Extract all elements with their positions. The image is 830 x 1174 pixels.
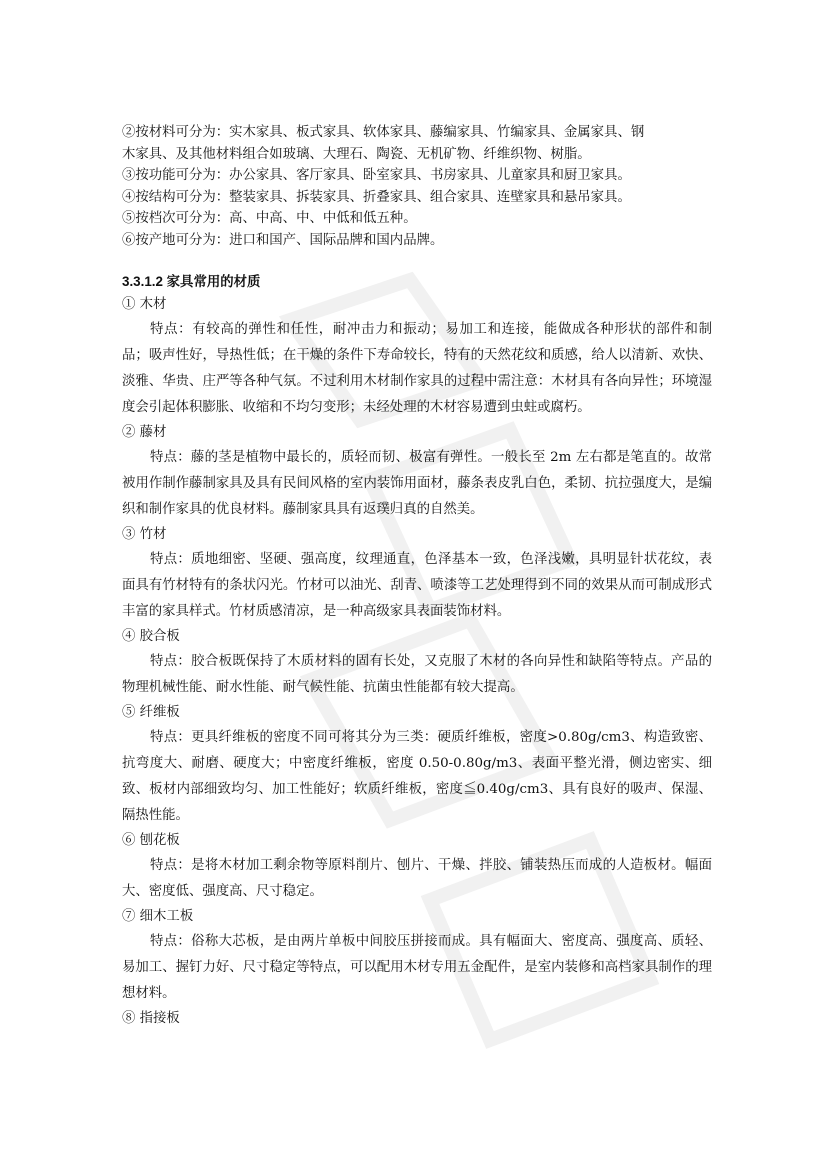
classification-line: ⑥按产地可分为：进口和国产、国际品牌和国内品牌。 — [122, 232, 444, 248]
material-description: 特点：有较高的弹性和任性，耐冲击力和振动；易加工和连接，能做成各种形状的部件和制品；吸声性好，导热性低；在干燥的条件下寿命较长，特有的天然花纹和质感，给人以清新、欢快、淡雅、华贵、庄严等各种气氛。不过利用木材制作家具的过程中需注意：木材具有各向异性；环境湿度会引起体积膨胀、收缩和不均匀变形；未经处理的木材容易遭到虫蛀或腐朽。 — [122, 322, 712, 415]
material-description: 特点：藤的茎是植物中最长的，质轻而韧、极富有弹性。一般长至 2m 左右都是笔直的。故常被用作制作藤制家具及具有民间风格的室内装饰用面材，藤条表皮乳白色，柔韧、抗拉强度大，是编织和制作家具的优良材料。藤制家具具有返璞归真的自然美。 — [122, 450, 712, 517]
material-title: ⑥ 刨花板 — [122, 833, 180, 848]
material-description: 特点：更具纤维板的密度不同可将其分为三类：硬质纤维板，密度>0.80g/cm3、构造致密、抗弯度大、耐磨、硬度大；中密度纤维板，密度 0.50-0.80g/m3、表面平整光滑，侧边密实、细致、板材内部细致均匀、加工性能好；软质纤维板，密度≦0.40g/cm3、具有良好的吸声、保湿、隔热性能。 — [122, 730, 712, 823]
classification-line: ④按结构可分为：整装家具、拆装家具、折叠家具、组合家具、连壁家具和悬吊家具。 — [122, 189, 631, 205]
classification-line: ⑤按档次可分为：高、中高、中、中低和低五种。 — [122, 211, 417, 226]
material-description: 特点：俗称大芯板，是由两片单板中间胶压拼接而成。具有幅面大、密度高、强度高、质轻、易加工、握钉力好、尺寸稳定等特点，可以配用木材专用五金配件，是室内装修和高档家具制作的理想材料。 — [122, 934, 712, 1001]
material-description: 特点：胶合板既保持了木质材料的固有长处，又克服了木材的各向异性和缺陷等特点。产品的物理机械性能、耐水性能、耐气候性能、抗菌虫性能都有较大提高。 — [122, 654, 712, 695]
material-description: 特点：是将木材加工剩余物等原料削片、刨片、干燥、拌胶、铺装热压而成的人造板材。幅面大、密度低、强度高、尺寸稳定。 — [122, 858, 712, 899]
classification-line: 木家具、及其他材料组合如玻璃、大理石、陶瓷、无机矿物、纤维织物、树脂。 — [122, 146, 591, 162]
document-content — [122, 122, 712, 1031]
material-title: ⑤ 纤维板 — [122, 705, 180, 720]
material-title: ③ 竹材 — [122, 527, 167, 542]
material-description: 特点：质地细密、坚硬、强高度，纹理通直，色泽基本一致，色泽浅嫩，具明显针状花纹，表面具有竹材特有的条状闪光。竹材可以油光、刮青、喷漆等工艺处理得到不同的效果从而可制成形式丰富的家具样式。竹材质感清凉，是一种高级家具表面装饰材料。 — [122, 552, 712, 619]
material-title: ② 藤材 — [122, 425, 167, 440]
classification-line: ③按功能可分为：办公家具、客厅家具、卧室家具、书房家具、儿童家具和厨卫家具。 — [122, 168, 631, 183]
material-title: ⑧ 指接板 — [122, 1011, 180, 1026]
section-heading: 3.3.1.2 家具常用的材质 — [122, 274, 261, 289]
material-title: ⑦ 细木工板 — [122, 909, 194, 924]
material-title: ④ 胶合板 — [122, 629, 180, 644]
classification-line: ②按材料可分为：实木家具、板式家具、软体家具、藤编家具、竹编家具、金属家具、钢 — [122, 125, 645, 140]
material-title: ① 木材 — [122, 297, 167, 312]
